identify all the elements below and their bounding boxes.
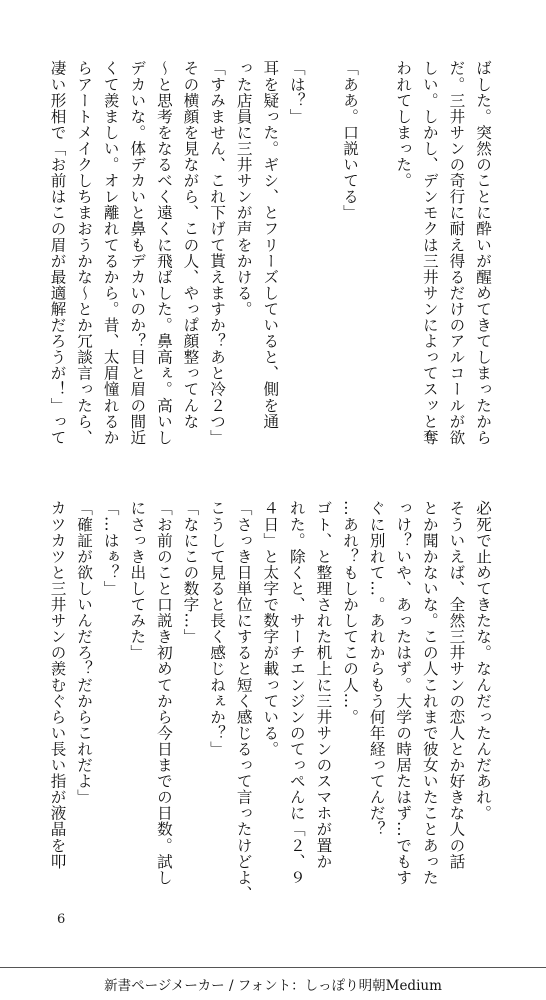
text-line: にさっき出してみた」 <box>128 500 147 661</box>
text-line <box>363 60 390 480</box>
text-line: ゴト、と整理された机上に三井サンのスマホが置か <box>314 500 333 870</box>
text-line: くて羨ましい。オレ離れてるから。昔、太眉憧れるか <box>101 60 120 446</box>
text-line: その横顔を見ながら、この人、やっぱ顔整ってんな <box>181 60 200 430</box>
text-line: 必死で止めてきたな。なんだったんだあれ。 <box>474 500 492 821</box>
page-number: 6 <box>57 912 66 927</box>
text-line: らアートメイクしちまおうかな〜とか冗談言ったら、 <box>75 60 94 446</box>
text-line: っけ？いや、あったはず。大学の時居たはず…でもす <box>394 500 413 886</box>
text-line: だ。三井サンの奇行に耐え得るだけのアルコールが欲 <box>447 60 466 446</box>
text-line: 耳を疑った。ギシ、とフリーズしていると、側を通 <box>261 60 280 430</box>
text-line: 「確証が欲しいんだろ？だからこれだよ」 <box>75 500 94 805</box>
text-line: った店員に三井サンが声をかける。 <box>234 60 253 317</box>
text-line: 「すみません、これ下げて貰えますか？あと冷２つ」 <box>208 60 227 446</box>
text-line: デカいな。体デカいと鼻もデカいのか？目と眉の間近 <box>128 60 147 446</box>
text-line: 「さっき日単位にすると短く感じるって言ったけどよ、 <box>234 500 253 902</box>
upper-text-block <box>44 60 496 480</box>
footer-credit: 新書ページメーカー / フォント：しっぽり明朝Medium <box>104 978 442 994</box>
text-line: …あれ？もしかしてこの人…。 <box>341 500 360 725</box>
text-line: 「…はぁ？」 <box>101 500 120 597</box>
text-line <box>310 60 337 480</box>
text-line: 〜と思考をなるべく遠くに飛ばした。鼻高ぇ。高いし <box>154 60 173 446</box>
text-line: ４日」と太字で数字が載っている。 <box>261 500 280 757</box>
text-line: れた。除くと、サーチエンジンのてっぺんに「２、９ <box>287 500 306 886</box>
text-line: カツカツと三井サンの羨むぐらい長い指が液晶を叩 <box>48 500 67 870</box>
text-line: ばした。突然のことに酔いが醒めてきてしまったから <box>474 60 492 446</box>
lower-text-block <box>44 500 496 902</box>
text-line: われてしまった。 <box>394 60 413 189</box>
text-line: 「は？」 <box>287 60 306 125</box>
text-line: ぐに別れて…。あれからもう何年経ってんだ？ <box>367 500 386 838</box>
text-line: 「なにこの数字…」 <box>181 500 200 645</box>
text-line: こうして見ると長く感じねぇか？」 <box>208 500 227 757</box>
text-line: 「お前のこと口説き初めてから今日までの日数。試し <box>154 500 173 886</box>
text-line: しい。しかし、デンモクは三井サンによってスッと奪 <box>420 60 439 446</box>
text-line: 凄い形相で「お前はこの眉が最適解だろうが！」って <box>48 60 67 446</box>
text-line: とか聞かないな。この人これまで彼女いたことあった <box>420 500 439 886</box>
text-line: そういえば、全然三井サンの恋人とか好きな人の話 <box>447 500 466 870</box>
text-line: 「ああ。口説いてる」 <box>341 60 360 221</box>
